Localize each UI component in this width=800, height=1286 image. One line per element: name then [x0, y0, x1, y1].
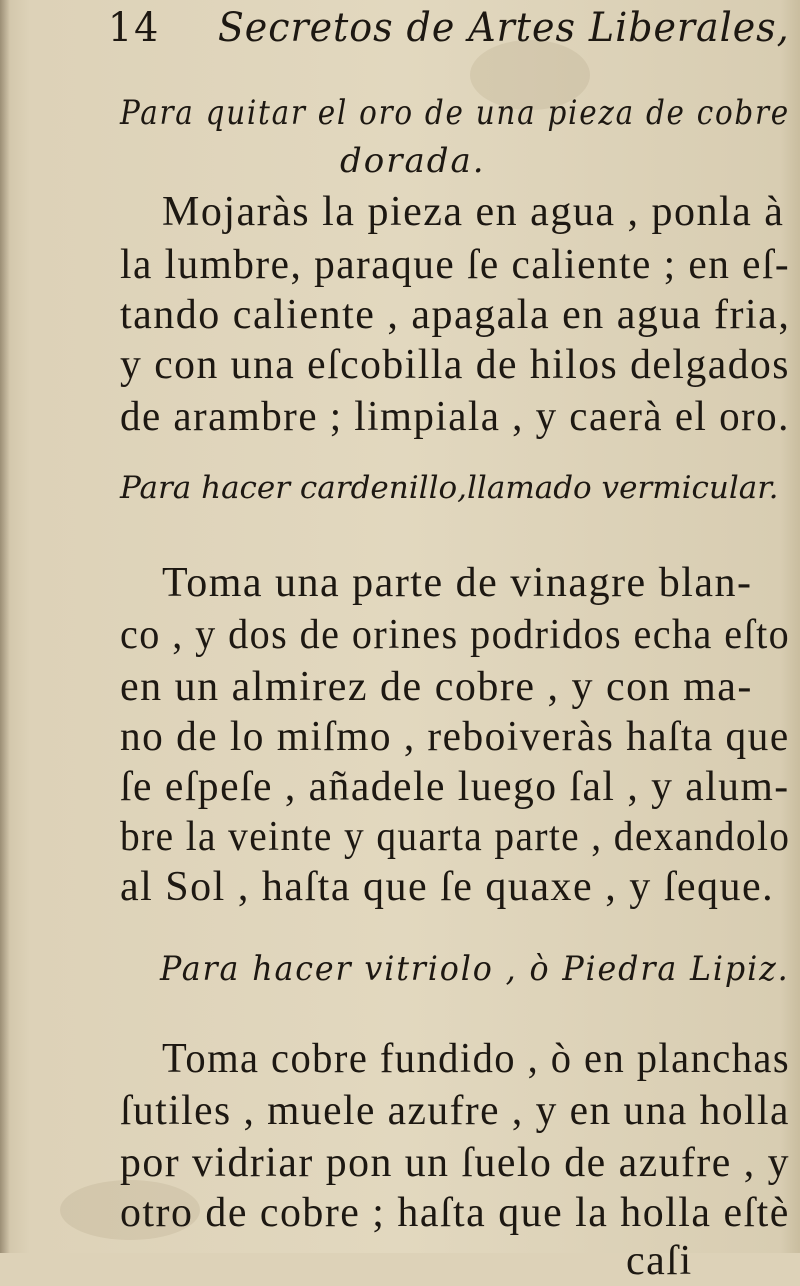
body-line: al Sol , haſta que ſe quaxe , y ſeque.: [120, 864, 775, 910]
running-head: [108, 4, 790, 52]
body-line: ſutiles , muele azufre , y en una holla: [120, 1088, 790, 1134]
body-line: bre la veinte y quarta parte , dexandolo: [120, 814, 791, 860]
section-heading: Para hacer cardenillo,llamado vermicular.: [120, 470, 779, 506]
body-line: ſe eſpeſe , añadele luego ſal , y alum-: [120, 764, 790, 810]
body-line: y con una eſcobilla de hilos delgados: [120, 342, 790, 388]
body-line: Toma una parte de vinagre blan-: [162, 560, 753, 606]
section-heading: Para quitar el oro de una pieza de cobre: [120, 93, 790, 133]
body-line: co , y dos de orines podridos echa eſto: [120, 612, 791, 658]
body-line: Toma cobre fundido , ò en planchas: [162, 1036, 791, 1082]
page-number: 14: [108, 5, 161, 51]
section-heading: dorada.: [340, 141, 486, 181]
body-line: de arambre ; limpiala , y caerà el oro.: [120, 394, 790, 440]
body-line: la lumbre, paraque ſe caliente ; en eſ-: [120, 242, 791, 288]
body-line: Mojaràs la pieza en agua , ponla à: [162, 189, 785, 235]
body-line: otro de cobre ; haſta que la holla eſtè: [120, 1190, 790, 1236]
body-line: por vidriar pon un ſuelo de azufre , y: [120, 1140, 790, 1186]
running-title: Secretos de Artes Liberales,: [217, 5, 790, 51]
body-line: tando caliente , apagala en agua fria,: [120, 292, 791, 338]
page-fold-shadow: [0, 0, 10, 1253]
section-heading: Para hacer vitriolo , ò Piedra Lipiz.: [160, 949, 790, 989]
catchword: caſi: [626, 1238, 693, 1284]
body-line: en un almirez de cobre , y con ma-: [120, 664, 753, 710]
body-line: no de lo miſmo , reboiveràs haſta que: [120, 714, 790, 760]
